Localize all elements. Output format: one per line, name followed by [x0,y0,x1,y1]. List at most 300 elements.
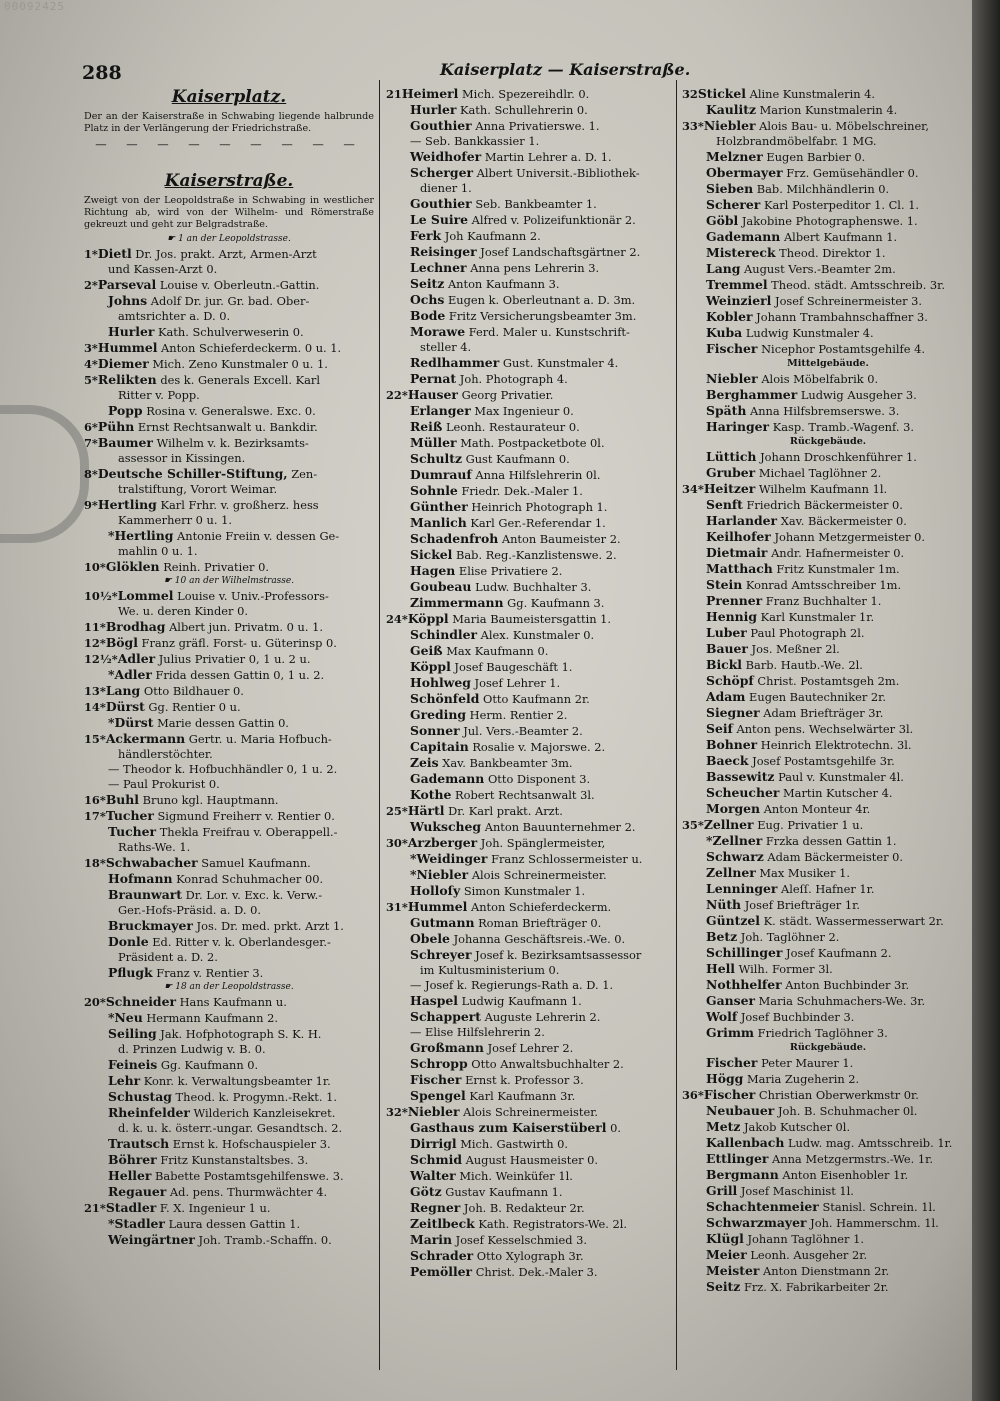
house-number: 6* [84,420,98,434]
house-number: 5* [84,373,98,387]
directory-entry [84,715,374,731]
resident-details: Fritz Versicherungsbeamter 3m. [448,309,637,323]
directory-entry [682,403,974,419]
resident-name: Ganser [706,993,756,1008]
directory-entry [682,849,974,865]
directory-entry [386,212,676,228]
resident-name: Haspel [410,993,458,1008]
resident-details: Anna Privatierswe. 1. [475,119,600,133]
house-number: 10* [84,560,106,574]
resident-name: Fischer [706,341,758,356]
resident-name: Greding [410,707,467,722]
resident-details: Anton Schieferdeckerm. 0 u. 1. [161,341,342,355]
resident-details: Marion Kunstmalerin 4. [759,103,898,117]
resident-name: Schwabacher [105,855,198,870]
resident-details: Josef Lehrer 1. [474,676,561,690]
resident-details: Kasp. Tramb.-Wagenf. 3. [772,420,914,434]
resident-name: *Hertling [108,528,174,543]
directory-entry [682,657,974,673]
resident-details: Bruno kgl. Hauptmann. [142,793,279,807]
house-number: 31* [386,900,408,914]
resident-details: Max Ingenieur 0. [474,404,574,418]
resident-details: Alois Möbelfabrik 0. [761,372,879,386]
directory-entry [84,1010,374,1026]
directory-entry [84,1089,374,1105]
resident-details: August Vers.-Beamter 2m. [744,262,896,276]
resident-name: Bauer [706,641,748,656]
directory-entry [386,1152,676,1168]
resident-name: *Weidinger [410,851,488,866]
resident-name: *Zellner [706,833,763,848]
resident-name: Lüttich [706,449,757,464]
directory-entry [386,851,676,867]
resident-name: Wukscheg [410,819,482,834]
entry-continuation: We. u. deren Kinder 0. [118,604,248,618]
resident-details: Anton Schieferdeckerm. [470,900,612,914]
directory-entry [84,731,374,747]
resident-name: Schrader [410,1248,474,1263]
resident-name: Göbl [706,213,739,228]
house-number: 12½* [84,652,118,666]
directory-entry [84,1105,374,1121]
directory-entry [84,356,374,372]
resident-details: Ludwig Ausgeher 3. [800,388,917,402]
directory-entry [84,792,374,808]
directory-entry [386,563,676,579]
resident-name: Obermayer [706,165,783,180]
resident-details: Heinrich Photograph 1. [471,500,608,514]
directory-entry [386,1072,676,1088]
directory-entry [682,465,974,481]
resident-name: Bode [410,308,446,323]
resident-name: Arzberger [407,835,478,850]
resident-name: Betz [706,929,738,944]
resident-details: Karl Kunstmaler 1r. [760,610,875,624]
entry-continuation: amtsrichter a. D. 0. [118,309,231,323]
house-number: 17* [84,809,106,823]
directory-entry [84,667,374,683]
resident-name: Redlhammer [410,355,500,370]
resident-name: Haringer [706,419,770,434]
resident-details: Leonh. Restaurateur 0. [445,420,580,434]
directory-entry [386,915,676,931]
resident-name: Härtl [407,803,445,818]
resident-details: Josef Landschaftsgärtner 2. [480,245,641,259]
paper-clip-shadow [0,405,89,543]
resident-name: Bohner [706,737,758,752]
directory-entry [386,260,676,276]
resident-details: Johann Droschkenführer 1. [760,450,917,464]
resident-name: Holloſy [410,883,461,898]
directory-entry [84,293,374,309]
directory-entry [386,1168,676,1184]
column-2 [386,86,676,1280]
resident-details: Anton Buchbinder 3r. [785,978,910,992]
resident-name: Capitain [410,739,469,754]
resident-details: Laura dessen Gattin 1. [168,1217,301,1231]
resident-name: Johns [108,293,148,308]
resident-details: Ernst k. Hofschauspieler 3. [172,1137,331,1151]
resident-name: Scherer [706,197,761,212]
resident-name: Dumrauf [410,467,472,482]
directory-entry [386,643,676,659]
resident-name: Dürst [105,699,145,714]
resident-name: Popp [108,403,143,418]
resident-details: Konrad Schuhmacher 00. [176,872,324,886]
resident-name: Prenner [706,593,763,608]
resident-name: Stein [706,577,743,592]
directory-entry [84,1216,374,1232]
house-number: 24* [386,612,408,626]
directory-entry [386,627,676,643]
house-number: 1* [84,247,98,261]
resident-details: Wilh. Former 3l. [738,962,833,976]
resident-details: Dr. Lor. v. Exc. k. Verw.- [185,888,323,902]
resident-name: Spengel [410,1088,466,1103]
resident-details: Josef Kaufmann 2. [786,946,892,960]
directory-entry [682,513,974,529]
directory-entry [84,887,374,903]
resident-details: Gertr. u. Maria Hofbuch- [188,732,332,746]
intersection-note: ☛ 18 an der Leopoldstrasse. [164,982,294,992]
resident-name: Regner [410,1200,461,1215]
directory-entry [682,1071,974,1087]
resident-name: Hauser [407,387,458,402]
resident-details: Julius Privatier 0, 1 u. 2 u. [158,652,311,666]
resident-name: Manlich [410,515,467,530]
directory-entry [386,1088,676,1104]
resident-name: Schillinger [706,945,783,960]
resident-details: Anna Hilfsbremserswe. 3. [750,404,900,418]
directory-entry [682,1263,974,1279]
directory-entry [682,261,974,277]
resident-details: Konrad Amtsschreiber 1m. [745,578,902,592]
directory-entry [386,324,676,340]
resident-details: Bab. Reg.-Kanzlistenswe. 2. [456,548,617,562]
directory-entry [386,102,676,118]
directory-entry [682,325,974,341]
resident-name: Nüth [706,897,742,912]
street-description: Zweigt von der Leopoldstraße in Schwabing in westlicher Richtung ab, wird von der Wilhelm- und Römerstraße gekreuzt und geht zur Belgradstraße. [84,195,374,230]
resident-name: Schönfeld [410,691,480,706]
resident-details: Johann Taglöhner 1. [747,1232,864,1246]
resident-details: Wilderich Kanzleisekret. [193,1106,336,1120]
directory-entry [682,1151,974,1167]
directory-entry [682,1055,974,1071]
resident-name: Gutmann [410,915,475,930]
directory-entry [682,181,974,197]
house-number: 34* [682,482,704,496]
resident-details: Kath. Schullehrerin 0. [460,103,588,117]
directory-entry [84,1073,374,1089]
resident-details: Otto Kaufmann 2r. [482,692,590,706]
resident-name: Kaulitz [706,102,756,117]
directory-entry [386,1025,676,1040]
resident-name: Hagen [410,563,456,578]
resident-details: Gg. Kaufmann 0. [160,1058,259,1072]
resident-details: Anton Kaufmann 3. [447,277,560,291]
column-divider-2 [676,80,677,1370]
resident-name: Braunwart [108,887,182,902]
resident-name: Obele [410,931,450,946]
resident-details: — Josef k. Regierungs-Rath a. D. 1. [410,978,614,992]
resident-name: Seiling [108,1026,157,1041]
resident-name: Ettlinger [706,1151,769,1166]
house-number: 8* [84,467,98,481]
resident-name: Schachtenmeier [706,1199,819,1214]
scan-id: 00092425 [4,0,65,13]
entry-continuation: im Kultusministerium 0. [420,963,560,977]
resident-details: Karl Kaufmann 3r. [469,1089,576,1103]
page-edge-shadow [972,0,1000,1401]
directory-entry [682,1119,974,1135]
directory-entry [386,739,676,755]
directory-entry [386,1056,676,1072]
resident-details: Marie dessen Gattin 0. [157,716,289,730]
resident-name: Fischer [703,1087,756,1102]
directory-entry [682,1103,974,1119]
resident-details: Anna pens Lehrerin 3. [470,261,600,275]
resident-details: Jakob Kutscher 0l. [743,1120,851,1134]
directory-entry [386,483,676,499]
resident-details: Martin Lehrer a. D. 1. [484,150,612,164]
resident-details: Anton Monteur 4r. [763,802,871,816]
entry-continuation: d. k. u. k. österr.-ungar. Gesandtsch. 2. [118,1121,343,1135]
directory-entry [386,723,676,739]
resident-details: Alois Bau- u. Möbelschreiner, [759,119,929,133]
directory-entry [386,819,676,835]
resident-details: Fritz Kunstmaler 1m. [776,562,900,576]
directory-entry [386,993,676,1009]
resident-name: Le Suire [410,212,468,227]
resident-name: Feineis [108,1057,158,1072]
directory-entry [386,1009,676,1025]
resident-name: Schwarzmayer [706,1215,807,1230]
directory-entry [84,1057,374,1073]
directory-entry [386,1232,676,1248]
resident-details: Josef Buchbinder 3. [740,1010,855,1024]
directory-entry [682,673,974,689]
resident-details: Ferd. Maler u. Kunstschrift- [468,325,630,339]
directory-entry [84,466,374,482]
resident-details: Max Musiker 1. [759,866,850,880]
resident-name: Wolf [706,1009,738,1024]
house-number: 25* [386,804,408,818]
resident-name: Zeitlbeck [410,1216,475,1231]
resident-name: Morawe [410,324,466,339]
resident-details: Frida dessen Gattin 0, 1 u. 2. [155,668,325,682]
resident-details: Hans Kaufmann u. [179,995,287,1009]
directory-entry [84,808,374,824]
resident-name: Högg [706,1071,744,1086]
resident-details: Johann Trambahnschaffner 3. [756,310,928,324]
resident-name: Heimerl [401,86,459,101]
resident-details: Ernst k. Professor 3. [465,1073,584,1087]
resident-name: Schneider [105,994,176,1009]
directory-entry [682,449,974,465]
intersection-note: ☛ 10 an der Wilhelmstrasse. [163,576,295,586]
directory-entry [386,244,676,260]
resident-name: Müller [410,435,457,450]
resident-name: Schindler [410,627,477,642]
building-subheading: Rückgebäude. [789,436,867,447]
resident-details: Elise Privatiere 2. [458,564,563,578]
directory-entry [84,372,374,388]
directory-entry [84,1184,374,1200]
directory-entry [682,721,974,737]
directory-entry [682,929,974,945]
resident-details: Max Kaufmann 0. [446,644,549,658]
directory-entry [682,1247,974,1263]
directory-entry [682,86,974,102]
resident-details: Joh. Photograph 4. [459,372,568,386]
directory-entry [682,593,974,609]
directory-entry [84,965,374,981]
resident-details: Ludw. Buchhalter 3. [475,580,592,594]
resident-name: *Neu [108,1010,143,1025]
entry-continuation: tralstiftung, Vorort Weimar. [118,482,278,496]
resident-name: Schultz [410,451,462,466]
house-number: 10½* [84,589,118,603]
page-number: 288 [82,62,122,84]
resident-details: Rosalie v. Majorswe. 2. [472,740,606,754]
directory-entry [682,245,974,261]
resident-details: Alois Schreinermeister. [463,1105,599,1119]
directory-entry [682,833,974,849]
directory-entry [682,977,974,993]
resident-name: Seitz [706,1279,741,1294]
resident-details: Joh. Tramb.-Schaffn. 0. [198,1233,332,1247]
resident-name: *Stadler [108,1216,165,1231]
directory-entry [386,899,676,915]
directory-entry [386,387,676,403]
house-number: 18* [84,856,106,870]
directory-entry [84,435,374,451]
directory-entry [682,149,974,165]
resident-details: Andr. Hafnermeister 0. [771,546,905,560]
resident-details: Seb. Bankbeamter 1. [475,197,597,211]
entry-continuation: Holzbrandmöbelfabr. 1 MG. [716,134,877,148]
separator-dashes: — — — — — — — — — [95,137,363,151]
resident-name: Fischer [706,1055,758,1070]
resident-name: Zellner [706,865,756,880]
directory-entry [682,897,974,913]
column-3 [682,86,974,1295]
resident-name: Melzner [706,149,763,164]
directory-entry [84,683,374,699]
resident-name: Brodhag [105,619,166,634]
resident-details: Anna Hilfslehrerin 0l. [475,468,601,482]
directory-entry [386,371,676,387]
resident-details: Jak. Hofphotograph S. K. H. [160,1027,322,1041]
resident-name: *Niebler [410,867,469,882]
resident-details: Theod. Direktor 1. [779,246,886,260]
resident-name: Schreyer [410,947,472,962]
directory-entry [84,528,374,544]
directory-entry [682,865,974,881]
directory-entry [386,931,676,947]
house-number: 16* [84,793,106,807]
resident-details: Roman Briefträger 0. [478,916,602,930]
resident-details: Franz Buchhalter 1. [765,594,882,608]
resident-details: Ludwig Kaufmann 1. [461,994,582,1008]
entry-continuation: diener 1. [420,181,472,195]
resident-details: Josef k. Bezirksamtsassessor [475,948,642,962]
resident-details: Dr. Karl prakt. Arzt. [448,804,563,818]
resident-name: Bickl [706,657,743,672]
house-number: 13* [84,684,106,698]
directory-entry [84,871,374,887]
directory-entry [682,1199,974,1215]
directory-entry [682,737,974,753]
resident-name: Scheucher [706,785,780,800]
house-number: 7* [84,436,98,450]
directory-entry [386,675,676,691]
directory-entry [386,134,676,149]
resident-details: Friedr. Dek.-Maler 1. [461,484,583,498]
resident-name: Tucher [105,808,154,823]
resident-details: Eugen Barbier 0. [766,150,866,164]
resident-name: Gouthier [410,118,472,133]
resident-details: Joh. B. Schuhmacher 0l. [777,1104,918,1118]
resident-details: Joh Kaufmann 2. [444,229,541,243]
directory-entry [386,149,676,165]
directory-entry [84,762,374,777]
resident-details: Xav. Bankbeamter 3m. [442,756,573,770]
resident-details: Josef Postamtsgehilfe 3r. [752,754,895,768]
resident-details: Gust. Kunstmaler 4. [502,356,619,370]
directory-entry [386,611,676,627]
resident-details: Heinrich Elektrotechn. 3l. [760,738,912,752]
resident-details: Otto Xylograph 3r. [476,1249,584,1263]
resident-details: Alfred v. Polizeifunktionär 2. [471,213,636,227]
resident-name: *Adler [108,667,152,682]
resident-name: Tremmel [706,277,768,292]
directory-entry [386,276,676,292]
resident-details: Adolf Dr. jur. Gr. bad. Ober- [150,294,310,308]
directory-entry [386,499,676,515]
resident-name: Lechner [410,260,467,275]
resident-details: Johann Metzgermeister 0. [774,530,926,544]
directory-entry [386,659,676,675]
resident-details: Reinh. Privatier 0. [163,560,269,574]
directory-entry [386,515,676,531]
resident-details: Albert jun. Privatm. 0 u. 1. [169,620,323,634]
directory-entry [84,1168,374,1184]
resident-name: Ackermann [105,731,186,746]
resident-name: Seitz [410,276,445,291]
directory-entry [682,102,974,118]
resident-name: Kuba [706,325,743,340]
directory-entry [84,1136,374,1152]
directory-entry [386,803,676,819]
directory-entry [84,994,374,1010]
directory-entry [386,451,676,467]
resident-name: Güntzel [706,913,760,928]
resident-details: Hermann Kaufmann 2. [146,1011,278,1025]
directory-entry [682,769,974,785]
resident-name: Lommel [117,588,174,603]
resident-details: Friedrich Taglöhner 3. [757,1026,888,1040]
resident-name: Dietl [97,246,132,261]
resident-details: Xav. Bäckermeister 0. [780,514,907,528]
directory-entry [682,545,974,561]
directory-entry [682,165,974,181]
directory-entry [84,1152,374,1168]
directory-entry [386,771,676,787]
resident-name: Erlanger [410,403,471,418]
resident-details: Josef Baugeschäft 1. [454,660,573,674]
